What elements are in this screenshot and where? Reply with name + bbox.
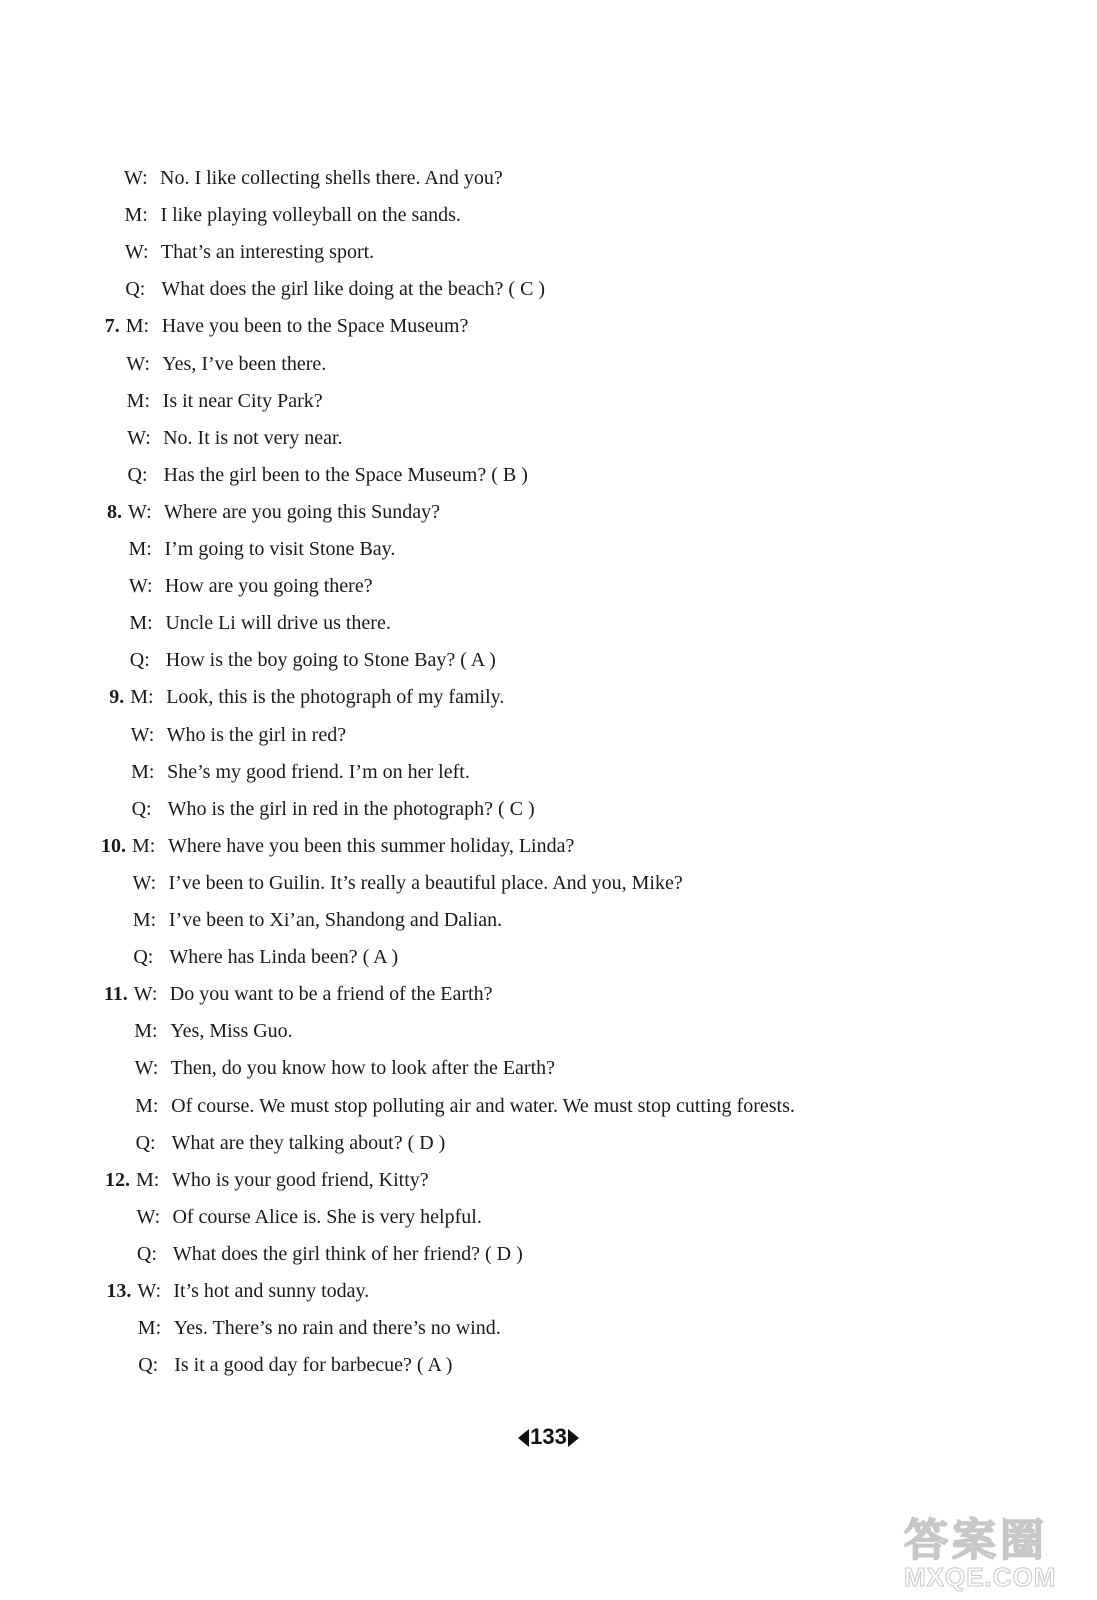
- dialogue-text: Do you want to be a friend of the Earth?: [169, 983, 493, 1006]
- speaker-label: M:: [137, 1317, 162, 1340]
- dialogue-text: Have you been to the Space Museum?: [161, 315, 469, 338]
- speaker-label: Q:: [135, 1131, 156, 1154]
- speaker-label: M:: [135, 1094, 159, 1117]
- question-number: 12.: [105, 1168, 131, 1191]
- speaker-label: Q:: [127, 463, 148, 486]
- dialogue-text: No. I like collecting shells there. And you?: [160, 167, 503, 189]
- dialogue-text: Is it a good day for barbecue? ( A ): [174, 1354, 453, 1377]
- watermark-logo: [900, 1500, 1090, 1596]
- question-number: 9.: [109, 686, 125, 709]
- dialogue-text: I’ve been to Xi’an, Shandong and Dalian.: [168, 909, 503, 931]
- speaker-label: M:: [132, 909, 157, 931]
- question-number: 11.: [103, 983, 128, 1006]
- dialogue-text: How are you going there?: [164, 575, 373, 598]
- speaker-label: W:: [134, 1057, 159, 1080]
- speaker-label: W:: [136, 1205, 161, 1228]
- dialogue-text: I like playing volleyball on the sands.: [160, 204, 461, 227]
- speaker-label: M:: [134, 1020, 158, 1043]
- speaker-label: Q:: [125, 278, 146, 301]
- dialogue-text: She’s my good friend. I’m on her left.: [167, 760, 470, 783]
- dialogue-text: I’m going to visit Stone Bay.: [164, 538, 396, 560]
- dialogue-text: Of course. We must stop polluting air and water. We must stop cutting forests.: [171, 1094, 795, 1117]
- dialogue-text: That’s an interesting sport.: [160, 241, 375, 264]
- dialogue-text: What are they talking about? ( D ): [171, 1131, 446, 1154]
- watermark-glyphs: 答案圈: [904, 1515, 1048, 1566]
- speaker-label: W:: [128, 575, 153, 598]
- speaker-label: M:: [128, 538, 152, 560]
- dialogue-text: Where have you been this summer holiday, Linda?: [168, 834, 575, 857]
- watermark-domain: MXQE.COM: [904, 1562, 1057, 1592]
- dialogue-text: Who is the girl in red in the photograph? ( C ): [167, 797, 535, 820]
- question-number: 7.: [104, 315, 120, 338]
- dialogue-text: Of course Alice is. She is very helpful.: [172, 1205, 482, 1228]
- speaker-label: M:: [124, 204, 148, 227]
- speaker-label: Q:: [131, 797, 152, 820]
- dialogue-text: Yes, Miss Guo.: [170, 1020, 293, 1043]
- speaker-label: Q:: [133, 946, 154, 969]
- speaker-label: W:: [127, 426, 151, 449]
- question-number: 10.: [101, 834, 126, 857]
- speaker-label: W:: [124, 167, 148, 189]
- dialogue-text: Yes. There’s no rain and there’s no wind.: [173, 1317, 501, 1340]
- dialogue-text: How is the boy going to Stone Bay? ( A ): [165, 649, 496, 672]
- dialogue-text: No. It is not very near.: [163, 426, 343, 449]
- page-number: [0, 1424, 1097, 1450]
- dialogue-text: Has the girl been to the Space Museum? ( B ): [163, 463, 528, 486]
- speaker-label: W:: [132, 871, 157, 894]
- speaker-label: M:: [132, 834, 156, 857]
- dialogue-text: Who is your good friend, Kitty?: [172, 1168, 429, 1191]
- dialogue-text: Who is the girl in red?: [166, 723, 347, 746]
- question-number: 13.: [106, 1280, 132, 1302]
- page-number-text: 133: [530, 1424, 567, 1449]
- dialogue-text: I’ve been to Guilin. It’s really a beautiful place. And you, Mike?: [168, 871, 683, 894]
- speaker-label: M:: [136, 1168, 160, 1191]
- dialogue-text: Uncle Li will drive us there.: [165, 612, 391, 635]
- speaker-label: W:: [130, 723, 155, 746]
- speaker-label: M:: [131, 760, 155, 783]
- speaker-label: W:: [124, 241, 149, 264]
- speaker-label: W:: [128, 500, 152, 523]
- speaker-label: M:: [130, 686, 154, 709]
- speaker-label: Q:: [129, 649, 150, 672]
- dialogue-text: Where are you going this Sunday?: [164, 500, 441, 523]
- dialogue-text: What does the girl think of her friend? ( D ): [172, 1242, 523, 1265]
- dialogue-text: Then, do you know how to look after the Earth?: [170, 1057, 556, 1080]
- dialogue-text: What does the girl like doing at the beach? ( C ): [161, 278, 546, 301]
- speaker-label: W:: [137, 1280, 162, 1302]
- question-number: 8.: [107, 500, 122, 523]
- speaker-label: M:: [129, 612, 153, 635]
- speaker-label: M:: [126, 389, 150, 412]
- speaker-label: W:: [133, 983, 158, 1006]
- dialogue-text: Where has Linda been? ( A ): [169, 946, 399, 969]
- left-triangle-icon: [518, 1429, 529, 1447]
- dialogue-text: Look, this is the photograph of my family.: [166, 686, 505, 709]
- speaker-label: W:: [126, 352, 150, 375]
- speaker-label: Q:: [136, 1242, 157, 1265]
- dialogue-text: Yes, I’ve been there.: [162, 352, 327, 375]
- dialogue-text: It’s hot and sunny today.: [173, 1280, 370, 1302]
- speaker-label: M:: [125, 315, 150, 338]
- dialogue-text: Is it near City Park?: [162, 389, 323, 412]
- speaker-label: Q:: [138, 1354, 159, 1377]
- right-triangle-icon: [568, 1429, 579, 1447]
